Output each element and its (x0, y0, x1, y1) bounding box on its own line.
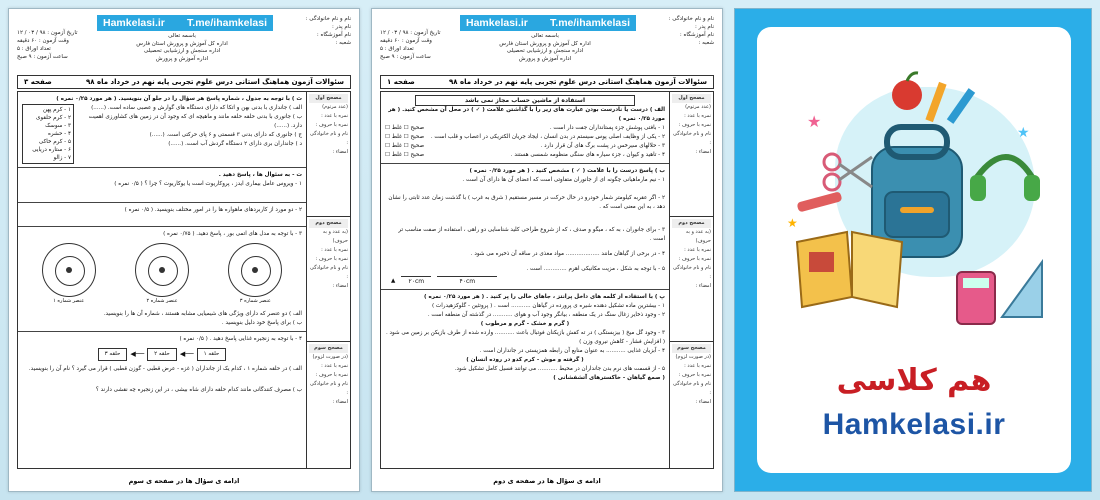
mc-question: ۲ - اگر عقربه کیلومتر شمار خودرو در حال حرکت در مسیر مستقیم ( شرق به غرب ) با گذشت زمان عدد ثابتی را نشان دهد ، به این معنی است که . (388, 195, 665, 210)
fill-blank-item: ۱ - بیشترین ماده تشکیل دهنده شیره ی پرورده در گیاهان ........... است . ( پروتئین - گلوکزهیدرات ) (431, 303, 665, 309)
grader-sublabel: (به عدد و به حروف) (322, 229, 348, 245)
exam-header-left (380, 29, 460, 61)
question-item: الف ) جانداری با بدنی بهن و اتکا که دارای دستگاه های گوارش و عصبی ساده است. (......) (91, 105, 302, 111)
grader-name-field: نام و نام خانوادگی : (310, 265, 348, 281)
lever-length-label: ۴۰cm (437, 276, 497, 286)
exam-duration: وقت آزمون : ۶۰ دقیقه (17, 38, 69, 44)
tf-options: صحیح ☐ غلط ☐ (385, 143, 425, 149)
grader-label: مصحح اول (672, 94, 711, 103)
header-line: اداره سنجش و ارزشیابی تحصیلی (506, 48, 584, 54)
exam-duration: وقت آزمون : ۶۰ دقیقه (380, 38, 432, 44)
grader-sign-field: امضاء : (332, 283, 348, 290)
grade-number-field: نمره با عدد : (684, 113, 711, 119)
grade-text-field: نمره با حروف : (315, 372, 348, 379)
student-name-field: نام و نام خانوادگی : (668, 16, 714, 22)
question-3b: ب ) برای پاسخ خود دلیل بنویسید . (221, 320, 302, 326)
true-option[interactable]: صحیح (410, 152, 425, 158)
tf-row (385, 133, 665, 142)
grade-number-field: نمره با عدد : (684, 247, 711, 254)
mc-question: ۳ - برای جانوران ، به که ، میگو و صدف ، که از شروع طراحی کلید شناسایی دو راهی ، استفاده از صفت مناسب تر است . (398, 227, 665, 242)
question-4: ۴ - با توجه به زنجیره غذایی پاسخ دهید . ( ۰/۵ نمره ) (179, 336, 302, 342)
question-heading: ث ) با توجه به جدول ، شماره پاسخ هر سؤال را در جلو آن بنویسید. ( هر مورد ۰/۲۵ نمره ) (56, 96, 302, 102)
exam-sheet-page-3 (8, 8, 360, 492)
question-heading-b: ب ) پاسخ درست را با علامت ( ✓ ) مشخص کنید . ( هر مورد ۰/۲۵ نمره ) (469, 168, 665, 174)
fill-blank-choices: ( گرم و خشک - گرم و مرطوب ) (480, 321, 570, 327)
exam-header-center (122, 33, 242, 63)
header-line: اداره آموزش و پرورش (155, 55, 209, 62)
watermark-channel[interactable]: T.me/ihamkelasi (550, 17, 630, 29)
table-items (78, 104, 302, 164)
apple-icon (892, 73, 922, 110)
page-footer: ادامه ی سؤال ها در صفحه ی سوم (128, 477, 240, 485)
tf-options: صحیح ☐ غلط ☐ (385, 134, 425, 140)
header-line: اداره سنجش و ارزشیابی تحصیلی (143, 48, 221, 54)
option-row: ۶ - ستاره دریایی (32, 147, 71, 153)
grader-sublabel: (در صورت لزوم) (675, 354, 711, 361)
divider (18, 167, 306, 168)
grader-label: مصحح اول (309, 94, 348, 103)
questions-body (381, 92, 669, 468)
grader-cell (670, 217, 713, 342)
divider (381, 289, 669, 290)
false-option[interactable]: غلط (391, 134, 402, 140)
grader-label: مصحح دوم (672, 219, 711, 228)
header-line: اداره کل آموزش و پرورش استان فارس (499, 40, 591, 47)
student-name-field: نام و نام خانوادگی : (305, 16, 351, 22)
promo-card-inner (757, 27, 1071, 473)
atom-model (228, 243, 282, 306)
calculator-icon (957, 272, 995, 324)
option-row: ۱ - کرم پهن (43, 107, 71, 113)
false-option[interactable]: غلط (391, 152, 402, 158)
atom-diagram (228, 243, 282, 297)
exam-title: سئوالات آزمون هماهنگ استانی درس علوم تجربی پایه نهم در خرداد ماه ۹۸ (86, 78, 344, 86)
divider (18, 226, 306, 227)
tf-row (385, 124, 665, 133)
chain-link: حلقه ۲ (147, 348, 177, 361)
grader-cell (307, 217, 350, 342)
grader-sign-field: امضاء : (332, 149, 348, 155)
header-line: باسمه تعالی (531, 33, 559, 39)
question-4b: ب ) مصرف کنندگانی مانند کدام حلقه دارای شاه بیشی ، در این زنجیره چه نقشی دارند ؟ (95, 387, 302, 393)
food-chain (22, 348, 302, 361)
mc-question: ۱ - نیم مارماهیانی چگونه ای از جانوران متفاوتی است که اعضای آن ها دارای آن است . (462, 177, 665, 183)
exam-header-right (261, 15, 351, 47)
grader-sublabel: (به عدد و به حروف) (685, 229, 711, 245)
tf-statement: ۲ - یکی از وظایف اصلی پوس سیستم در بدن انسان ، ایجاد جریان الکتریکی در اعصاب و قلب است . (430, 134, 665, 140)
question-3: ۳ - با توجه به مدل های اتمی بور ، پاسخ دهید. ( ۰/۷۵ نمره ) (163, 231, 302, 237)
bohr-models (22, 243, 302, 306)
school-name-field: نام آموزشگاه : (679, 32, 714, 38)
mc-question: ۴ - در برخی از گیاهان مانند ................... مواد مغذی در ساقه آن ذخیره می شود . (470, 251, 665, 257)
question-item: ج ) جانوری که دارای بدنی ۳ قسمتی و ۶ پای حرکتی است. (......) (149, 132, 302, 138)
tf-options: صحیح ☐ غلط ☐ (385, 152, 425, 158)
question-item: ب ) جانوری با بدنی حلقه حلقه مانند و ماهیچه ای که وجود آن در زمین های کشاورزی اهمیت دارد. (......) (88, 114, 302, 129)
header-line: باسمه تعالی (168, 33, 196, 39)
question-frame (380, 91, 714, 469)
fill-blank-choices: ( صمغ گیاهان - خاکسترهای آتشفشانی ) (553, 375, 665, 381)
exam-title: سئوالات آزمون هماهنگ استانی درس علوم تجربی پایه نهم در خرداد ماه ۹۸ (449, 78, 707, 86)
options-table (22, 104, 74, 164)
grader-column (306, 92, 350, 468)
father-name-field: نام پدر : (331, 24, 351, 30)
grader-sign-field: امضاء : (332, 399, 348, 406)
mc-question: ۵ - با توجه به شکل ، مزیت مکانیکی اهرم ............. است . (526, 266, 665, 272)
chain-link: حلقه ۱ (197, 348, 227, 361)
grader-cell (307, 92, 350, 217)
atom-label: عنصر شماره ۲ (146, 298, 178, 304)
grade-number-field: نمره با عدد : (321, 113, 348, 119)
exam-title-bar (17, 75, 351, 89)
fill-blank-item: ۴ - آبزیان غذایی ........... به عنوان منابع آن رابطه همزیستی در جانداران است . (479, 348, 665, 354)
svg-text:★: ★ (807, 112, 822, 131)
fill-blank-item: ۵ - از قسمت های نرم بدن جانداران در محیط ........... می توانند فسیل کامل تشکیل شود. (454, 366, 665, 372)
true-option[interactable]: صحیح (410, 143, 425, 149)
exam-pages: تعداد اوراق : ۵ (380, 46, 414, 52)
exam-header-center (485, 33, 605, 63)
option-row: ۵ - کرم خاکی (38, 139, 71, 145)
tf-row (385, 142, 665, 151)
grader-label: مصحح سوم (672, 344, 711, 353)
grader-column (669, 92, 713, 468)
exam-header (380, 15, 714, 75)
grade-number-field: نمره با عدد : (684, 363, 711, 370)
father-name-field: نام پدر : (694, 24, 714, 30)
option-row: ۴ - حشره (47, 131, 71, 137)
svg-text:★: ★ (787, 216, 798, 230)
grader-name-field: نام و نام خانوادگی : (673, 381, 711, 397)
grader-sign-field: امضاء : (695, 283, 711, 290)
exam-time: ساعت آزمون : ۹ صبح (17, 54, 68, 60)
chain-link: حلقه ۳ (98, 348, 128, 361)
set-square-icon (1002, 262, 1042, 317)
grader-sublabel: (عدد مرتوم) (322, 104, 348, 110)
question-item: د ) جانداران بری دارای ۲ دستگاه گردش آب است. (......) (168, 141, 302, 147)
grade-text-field: نمره با حروف : (678, 372, 711, 379)
headphones-icon (970, 157, 1040, 201)
brand-title: هم کلاسی (836, 363, 992, 398)
exam-date: تاریخ آزمون : ۹۸ / ۰۳ / ۱۲ (380, 30, 441, 36)
grader-cell (307, 342, 350, 467)
true-option[interactable]: صحیح (410, 125, 425, 131)
grader-name-field: نام و نام خانوادگی : (310, 381, 348, 397)
grade-number-field: نمره با عدد : (321, 247, 348, 254)
question-frame (17, 91, 351, 469)
watermark-channel[interactable]: T.me/ihamkelasi (187, 17, 267, 29)
question-1: ۱ - ویروس عامل بیماری ایدز ، پروکاریوت است یا یوکاریوت ؟ چرا ؟ ( ۰/۵ نمره ) (114, 181, 302, 187)
section-heading: ت - به سئوال ها ، پاسخ دهید . (218, 172, 302, 178)
grade-text-field: نمره با حروف : (678, 256, 711, 263)
exam-date: تاریخ آزمون : ۹۸ / ۰۳ / ۱۲ (17, 30, 78, 36)
grader-label: مصحح سوم (309, 344, 348, 353)
exam-header (17, 15, 351, 75)
promo-card[interactable] (734, 8, 1092, 492)
arrow-icon: ◀── (179, 350, 194, 358)
grader-sublabel: (عدد مرتوم) (685, 104, 711, 110)
exam-sheet-page-1 (371, 8, 723, 492)
tf-statement: ۳ - حلالهای سیرخس در پشت برگ های آن قرار دارد . (540, 143, 665, 149)
grade-number-field: نمره با عدد : (321, 363, 348, 370)
table-question (22, 104, 302, 164)
exam-time: ساعت آزمون : ۹ صبح (380, 54, 431, 60)
arrow-icon: ◀── (130, 350, 145, 358)
exam-header-left (17, 29, 97, 61)
backpack-icon (872, 127, 962, 257)
grader-name-field: نام و نام خانوادگی : (673, 131, 711, 146)
divider (381, 163, 669, 164)
page-footer: ادامه ی سؤال ها در صفحه ی دوم (493, 477, 601, 485)
grader-sublabel: (در صورت لزوم) (312, 354, 348, 361)
header-line: اداره کل آموزش و پرورش استان فارس (136, 40, 228, 47)
false-option[interactable]: غلط (391, 125, 402, 131)
exam-pages: تعداد اوراق : ۵ (17, 46, 51, 52)
tf-statement: ۴ - تاهید و کیوان ، جزء سیاره های سنگی منظومه شمسی هستند . (510, 152, 665, 158)
questions-body (18, 92, 306, 468)
page-number: صفحه ۳ (24, 78, 52, 86)
grader-sign-field: امضاء : (695, 399, 711, 406)
grader-label: مصحح دوم (309, 219, 348, 228)
school-name-field: نام آموزشگاه : (316, 32, 351, 38)
grade-text-field: نمره با حروف : (315, 122, 348, 128)
option-row: ۳ - سوسک (45, 123, 71, 129)
atom-diagram (135, 243, 189, 297)
grader-cell (670, 342, 713, 467)
question-2: ۲ - دو مورد از کاربردهای ماهواره ها را در امور مختلف بنویسید. ( ۰/۵ نمره ) (124, 207, 302, 213)
class-field: شعبه : (335, 40, 351, 46)
divider (18, 202, 306, 203)
svg-text:★: ★ (1017, 125, 1030, 141)
atom-diagram (42, 243, 96, 297)
atom-label: عنصر شماره ۳ (239, 298, 271, 304)
grade-text-field: نمره با حروف : (315, 256, 348, 263)
true-option[interactable]: صحیح (410, 134, 425, 140)
grader-cell (670, 92, 713, 217)
question-3a: الف ) دو عنصر که دارای ویژگی های شیمیایی مشابه هستند ، شماره آن ها را بنویسید. (103, 311, 302, 317)
lever-diagram (391, 276, 665, 286)
brand-site[interactable]: Hamkelasi.ir (822, 408, 1006, 441)
atom-model (42, 243, 96, 306)
watermark-site[interactable]: Hamkelasi.ir (103, 17, 165, 29)
calculator-notice: استفاده از ماشین حساب مجاز نمی باشد (415, 95, 635, 106)
grade-text-field: نمره با حروف : (678, 122, 711, 128)
fill-blank-item: ۳ - وجود گل میخ ( بیزبستگی ) در ته کفش بازیکنان فوتبال باعث ........... وارده شده از طرف بازیکن بر زمین می شود . ( افزایش فشار - کاهش نیروی وزن ) (385, 330, 665, 345)
exam-title-bar (380, 75, 714, 89)
true-false-list (385, 124, 665, 160)
page-number: صفحه ۱ (387, 78, 415, 86)
lever-length-label: ۲۰cm (401, 276, 431, 286)
divider (18, 331, 306, 332)
school-supplies-illustration (777, 67, 1051, 337)
grader-sign-field: امضاء : (695, 149, 711, 155)
grader-name-field: نام و نام خانوادگی : (310, 131, 348, 146)
option-row: ۲ - کرم حلقوی (36, 115, 71, 121)
tf-statement: ۱ - بافتی پوشش جزء پستانداران جفت دار است . (549, 125, 665, 131)
fulcrum-icon: ▲ (391, 277, 396, 284)
scissors-icon (824, 154, 872, 190)
question-4a: الف ) در حلقه شماره ۱ ، کدام یک از جانداران ( غزه - عرض قطبی - گوزن قطبی ) قرار می گیرد ؟ نام آن را بنویسید. (28, 366, 302, 372)
question-heading-a: الف ) درست یا نادرست بودن عبارت های زیر را با گذاشتن علامت ( ✓ ) در محل آن مشخص کنید. ( هر مورد ۰/۲۵ نمره ) (388, 107, 665, 122)
watermark-site[interactable]: Hamkelasi.ir (466, 17, 528, 29)
grader-name-field: نام و نام خانوادگی : (673, 265, 711, 281)
class-field: شعبه : (698, 40, 714, 46)
tf-options: صحیح ☐ غلط ☐ (385, 125, 425, 131)
question-heading-c: پ ) با استفاده از کلمه های داخل پرانتز ، جاهای خالی را پر کنید . ( هر مورد ۰/۲۵ نمره ) (424, 294, 665, 300)
atom-model (135, 243, 189, 306)
fill-blank-item: ۲ - وجود ذخایر زغال سنگ در یک منطقه ، بیانگر وجود آب و هوای ........... در گذشته آن منطقه است . (427, 312, 665, 318)
atom-label: عنصر شماره ۱ (53, 298, 85, 304)
option-row: ۷ - زالو (53, 155, 71, 161)
header-line: اداره آموزش و پرورش (518, 55, 572, 62)
tf-row (385, 151, 665, 160)
false-option[interactable]: غلط (391, 143, 402, 149)
open-book-icon (797, 232, 902, 307)
fill-blank-choices: ( گرفته و موش - کرم کدو در روده انسان ) (466, 357, 584, 363)
exam-header-right (624, 15, 714, 47)
